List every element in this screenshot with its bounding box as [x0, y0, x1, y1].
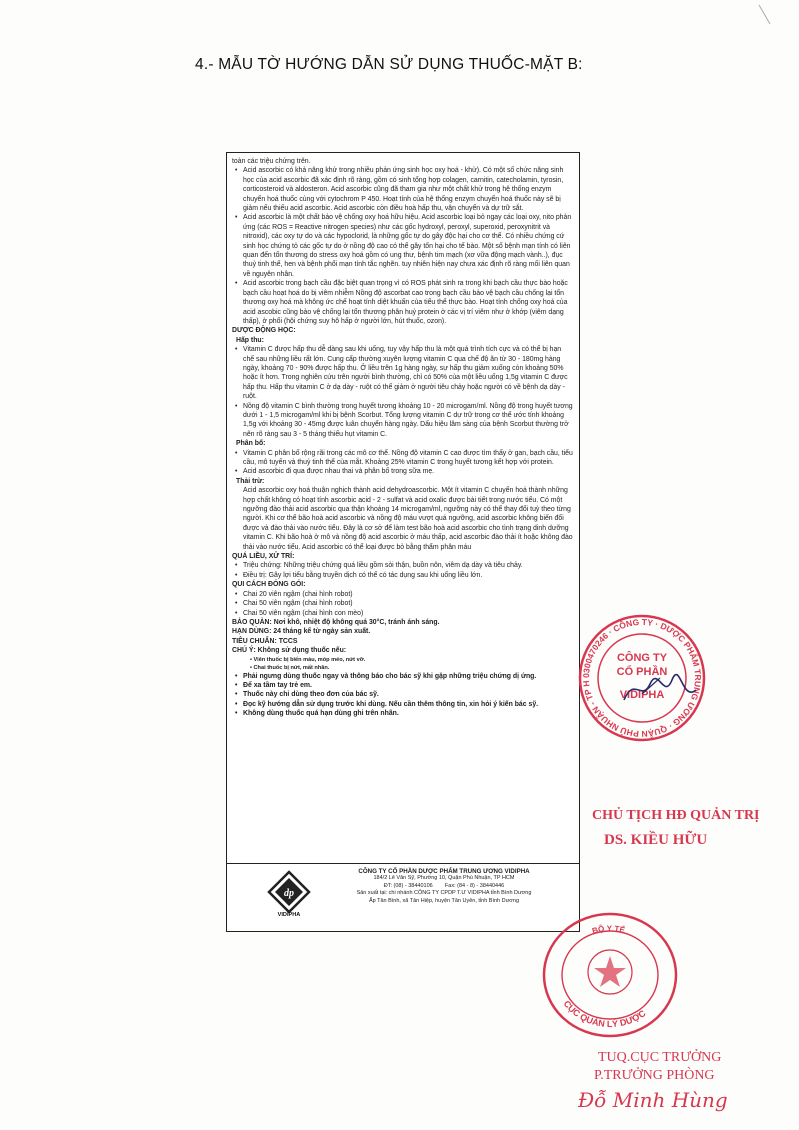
footer-made-at: Sản xuất tại: chi nhánh CÔNG TY CPDP T.Ư VIDIPHA tỉnh Bình Dương: [356, 890, 532, 897]
leaflet-paragraph: • Phải ngưng dùng thuốc ngay và thông báo cho bác sỹ khi gặp những triệu chứng dị ứng.: [232, 672, 574, 681]
section-heading: HẠN DÙNG: 24 tháng kể từ ngày sản xuất.: [232, 628, 371, 636]
signer1-title: CHỦ TỊCH HĐ QUẢN TRỊ: [592, 808, 760, 823]
footer-made-addr: Ấp Tân Bình, xã Tân Hiệp, huyện Tân Uyên, tỉnh Bình Dương: [368, 897, 520, 904]
leaflet-paragraph: • Acid ascorbic có khả năng khử trong nhiều phản ứng sinh học oxy hoá - khử). Có một số chức năng sinh học của acid ascorbic đã xác định rõ ràng, gồm có sinh tổng hợp colagen, carnitin, catecholamin, tyrosin, corticosteroid và aldosteron. Acid ascorbic cũng đã tham gia như một chất khử trong hệ thống enzym chuyển hoá thuốc cùng với cytochrom P 450. Hoạt tính của hệ thống enzym chuyển hoá thuốc này sẽ bị giảm nếu thiếu acid ascorbic. Acid ascorbic còn điều hoà hấp thu, vận chuyển và dự trữ sắt.: [232, 166, 574, 213]
signer1-name: DS. KIỀU HỮU: [604, 832, 708, 848]
gov-ring-bottom: CỤC QUẢN LÝ DƯỢC: [561, 998, 648, 1030]
section-heading: DƯỢC ĐỘNG HỌC:: [232, 327, 296, 335]
signer2-line-1: TUQ.CỤC TRƯỞNG: [598, 1050, 722, 1065]
section-heading: BẢO QUẢN: Nơi khô, nhiệt độ không quá 30°C, tránh ánh sáng.: [232, 618, 440, 626]
leaflet-paragraph: • Chai 50 viên ngậm (chai hình robot): [232, 599, 574, 608]
leaflet-paragraph: • Acid ascorbic đi qua được nhau thai và phân bố trong sữa mẹ.: [232, 467, 574, 476]
leaflet-paragraph: • Chai 20 viên ngậm (chai hình robot): [232, 590, 574, 599]
stamp-line-1: CÔNG TY: [616, 652, 668, 664]
subsection-heading: Thải trừ:: [236, 477, 265, 485]
vidipha-logo-icon: [267, 870, 311, 914]
svg-text:dp: dp: [284, 888, 294, 899]
stamp-ring-text: 0300470246 · CÔNG TY · DƯỢC PHẨM TRUNG ƯƠNG · QUẬN PHÚ NHUẬN - TP H: [580, 616, 704, 740]
signature-1: [620, 672, 700, 712]
section-heading: TIÊU CHUẨN: TCCS: [232, 637, 298, 645]
gov-ring-top: BỘ Y TẾ: [591, 923, 626, 936]
leaflet-paragraph: • Acid ascorbic là một chất bảo vệ chống oxy hoá hữu hiệu. Acid ascorbic loại bỏ ngay các loại oxy, nito phản ứng (các ROS = Reactive nitrogen species) như các gốc hydroxyl, peroxyl, superoxid, peroxynitrit và nitroxid), các oxy tự do và các hypoclorid, là những gốc tự do gây độc hại cho cơ thể. Có nhiều chứng cứ sinh học chứng tỏ các gốc tự do ở nồng độ cao có thể gây tổn hại cho tế bào. Một số bệnh mạn tính có liên quan đến tổn thương do stress oxy hoá gồm có ung thư, bệnh tim mạch (xơ vữa động mạch vành..), đục thuỷ tinh thể, hen và bệnh phổi mạn tính tắc nghẽn. tuy nhiên hiện nay chưa xác định rõ ràng mối liên quan về nguyên nhân.: [232, 213, 574, 279]
svg-text:BỘ Y TẾ: [591, 924, 627, 936]
leaflet-paragraph: Acid ascorbic oxy hoá thuận nghịch thành acid dehydroascorbic. Một ít vitamin C chuyển hoá thành những hợp chất không có hoạt tính ascorbic acid - 2 - sulfat và acid oxalic được bài tiết trong nước tiểu. Có một ngưỡng đào thải acid ascorbic qua thận khoảng 14 microgam/ml, ngưỡng này có thể thay đổi tuỳ theo từng người. Khi cơ thể bão hoà acid ascorbic và nồng độ máu vượt quá ngưỡng, acid ascorbic không biến đổi được và đào thải vào nước tiểu. Đây là cơ sở để làm test bão hoà acid ascorbic cho tình trạng dinh dưỡng vitamin C. Khi bão hoà ở mô và nồng độ acid ascorbic ở máu thấp, acid ascorbic đào thải ít hoặc không đào thải vào nước tiểu. Acid ascorbic có thể loại được bỏ bằng thẩm phân máu: [243, 487, 573, 551]
footer-company: CÔNG TY CỔ PHẦN DƯỢC PHẨM TRUNG ƯƠNG VIDIPHA: [358, 868, 530, 875]
leaflet-paragraph: • Vitamin C được hấp thu dễ dàng sau khi uống, tuy vậy hấp thu là một quá trình tích cực và có thể bị hạn chế sau những liều rất lớn. Cung cấp thường xuyên lượng vitamin C qua chế độ ăn từ 30 - 180mg hàng ngày, khoảng 70 - 90% được hấp thu. Ở liều trên 1g hàng ngày, sự hấp thu giảm xuống còn khoảng 50% hoặc ít hơn. Trong nghiên cứu trên người bình thường, chỉ có 50% của một liều uống 1,5g vitamin C được hấp thu. Hấp thu vitamin C ở dạ dày - ruột có thể giảm ở người tiêu chảy hoặc người có về bệnh dạ dày - ruột.: [232, 345, 574, 401]
signer2-line-2: P.TRƯỞNG PHÒNG: [594, 1068, 715, 1083]
section-heading: CHÚ Ý: Không sử dụng thuốc nếu:: [232, 647, 347, 655]
footer-address: 184/2 Lê Văn Sỹ, Phường 10, Quận Phú Nhuận, TP HCM: [373, 875, 515, 882]
leaflet-paragraph: • Chai 50 viên ngậm (chai hình con mèo): [232, 609, 574, 618]
leaflet-paragraph: • Acid ascorbic trong bạch cầu đặc biệt quan trọng vì có ROS phát sinh ra trong khi bạch cầu thực bào hoặc bạch cầu hoạt hoá do bị viêm nhiễm Nồng độ ascorbat cao trong bạch cầu bảo vệ bạch cầu chống lại tổn thương oxy hoá mà không ức chế hoạt tính diệt khuẩn của tiểu thể thực bào. Hoạt tính chống oxy hoá của acid ascobic cũng bảo vệ chống lại tổn thương phân huỷ protein ở các vị trí viêm như ở khớp (viêm dạng thấp), ở phổi (hội chứng suy hô hấp ở người lớn, hút thuốc, ozon).: [232, 279, 574, 326]
subsection-heading: Phân bố:: [236, 440, 266, 448]
svg-text:CỤC QUẢN LÝ DƯỢC: [562, 999, 648, 1029]
stamp-line-3: VIDIPHA: [619, 689, 665, 701]
gov-stamp: [540, 910, 680, 1040]
footer-fax: Fax: (84 - 8) - 38440446: [444, 882, 505, 889]
leaflet-paragraph: • Viên thuốc bị biến màu, móp méo, nứt vỡ.: [232, 656, 574, 664]
leaflet-paragraph: • Vitamin C phân bố rộng rãi trong các mô cơ thể. Nồng độ vitamin C cao được tìm thấy ở gan, bạch cầu, tiểu cầu, mô tuyến và thuỷ tinh thể của mắt. Khoảng 25% vitamin C trong huyết tương kết hợp với protein.: [232, 449, 574, 468]
stamp-line-2: CỔ PHẦN: [616, 666, 668, 678]
leaflet-paragraph: • Đọc kỹ hướng dẫn sử dụng trước khi dùng. Nếu cần thêm thông tin, xin hỏi ý kiến bác sỹ.: [232, 700, 574, 709]
leaflet-paragraph: • Thuốc này chỉ dùng theo đơn của bác sỹ.: [232, 690, 574, 699]
footer-phone: ĐT: (08) - 38440106: [383, 882, 433, 889]
leaflet-content: [232, 157, 574, 719]
leaflet-footer: [227, 863, 579, 932]
page-corner-fold: [759, 0, 797, 24]
subsection-heading: Hấp thu:: [236, 336, 264, 344]
leaflet-paragraph: • Triệu chứng: Những triệu chứng quá liều gồm sỏi thận, buồn nôn, viêm dạ dày và tiêu chảy.: [232, 561, 574, 570]
signer2-name: Đỗ Minh Hùng: [578, 1088, 728, 1112]
section-heading: QUÁ LIỀU, XỬ TRÍ:: [232, 553, 295, 561]
page-heading: 4.- MẪU TỜ HƯỚNG DẪN SỬ DỤNG THUỐC-MẶT B:: [195, 56, 583, 73]
logo-text: VIDIPHA: [277, 912, 301, 918]
leaflet-paragraph: • Chai thuốc bị nứt, mất nhãn.: [232, 664, 574, 672]
handwritten-signature-icon: [620, 672, 700, 708]
section-heading: QUI CÁCH ĐÓNG GÓI:: [232, 581, 306, 589]
leaflet-paragraph: • Để xa tầm tay trẻ em.: [232, 681, 574, 690]
vidipha-logo: [267, 870, 311, 928]
leaflet-paragraph: • Không dùng thuốc quá hạn dùng ghi trên nhãn.: [232, 709, 574, 718]
leaflet-panel: [226, 152, 580, 932]
gov-stamp-seal-icon: [540, 910, 680, 1040]
leaflet-paragraph: • Điều trị: Gây lợi tiểu bằng truyền dịch có thể có tác dụng sau khi uống liều lớn.: [232, 571, 574, 580]
footer-text: [319, 868, 569, 905]
leaflet-paragraph: toàn các triệu chứng trên.: [232, 158, 311, 165]
leaflet-paragraph: • Nồng độ vitamin C bình thường trong huyết tương khoảng 10 - 20 microgam/ml. Nồng độ trong huyết tương dưới 1 - 1,5 microgam/ml khi bị bệnh Scorbut. Tổng lượng vitamin C dự trữ trong cơ thể ước tính khoảng 1,5g với khoảng 30 - 45mg được luân chuyển hàng ngày. Dấu hiệu lâm sàng của bệnh Scorbut thường trở nên rõ ràng sau 3 - 5 tháng thiếu hụt vitamin C.: [232, 402, 574, 440]
